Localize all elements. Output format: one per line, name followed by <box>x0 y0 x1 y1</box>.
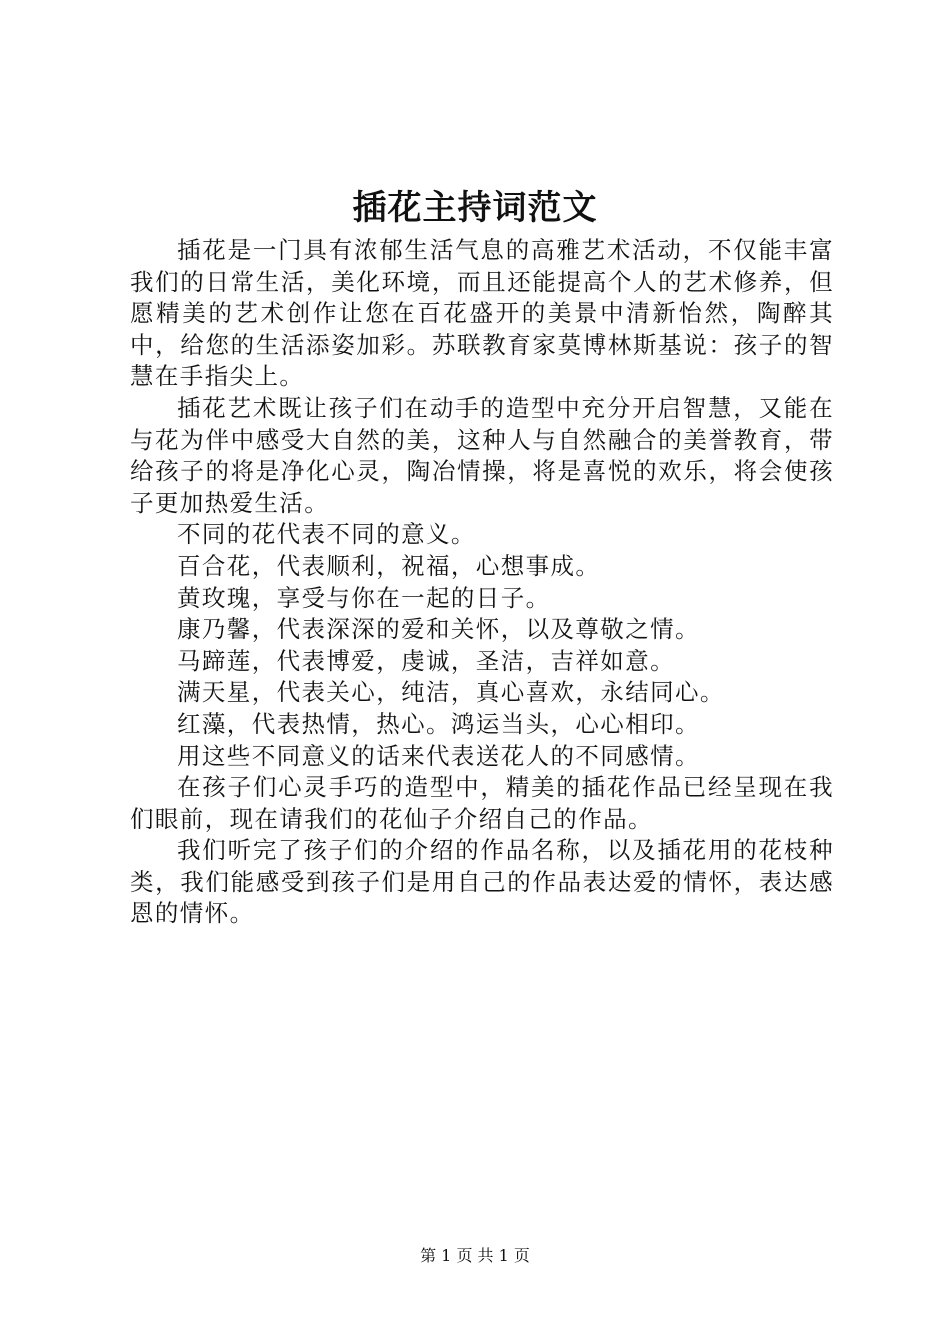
page-footer: 第 1 页 共 1 页 <box>420 1246 530 1265</box>
paragraph: 我们听完了孩子们的介绍的作品名称，以及插花用的花枝种类，我们能感受到孩子们是用自己的作品表达爱的情怀，表达感恩的情怀。 <box>130 836 834 928</box>
paragraph: 马蹄莲，代表博爱，虔诚，圣洁，吉祥如意。 <box>177 646 675 675</box>
paragraph: 不同的花代表不同的意义。 <box>177 520 476 549</box>
paragraph: 满天星，代表关心，纯洁，真心喜欢，永结同心。 <box>177 678 725 707</box>
paragraph: 康乃馨，代表深深的爱和关怀，以及尊敬之情。 <box>177 615 700 644</box>
paragraph: 用这些不同意义的话来代表送花人的不同感情。 <box>177 741 700 770</box>
document-title: 插花主持词范文 <box>352 188 598 228</box>
paragraph: 黄玫瑰，享受与你在一起的日子。 <box>177 583 551 612</box>
paragraph: 百合花，代表顺利，祝福，心想事成。 <box>177 551 601 580</box>
paragraph: 插花是一门具有浓郁生活气息的高雅艺术活动，不仅能丰富我们的日常生活，美化环境，而且还能提高个人的艺术修养，但愿精美的艺术创作让您在百花盛开的美景中清新怡然，陶醉其中，给您的生活添姿加彩。苏联教育家莫博林斯基说：孩子的智慧在手指尖上。 <box>130 236 834 391</box>
paragraph: 插花艺术既让孩子们在动手的造型中充分开启智慧，又能在与花为伴中感受大自然的美，这种人与自然融合的美誉教育，带给孩子的将是净化心灵，陶冶情操，将是喜悦的欢乐，将会使孩子更加热爱生活。 <box>130 393 834 517</box>
document-body <box>130 235 834 930</box>
paragraph: 红藻，代表热情，热心。鸿运当头，心心相印。 <box>177 709 700 738</box>
paragraph: 在孩子们心灵手巧的造型中，精美的插花作品已经呈现在我们眼前，现在请我们的花仙子介绍自己的作品。 <box>130 773 834 833</box>
